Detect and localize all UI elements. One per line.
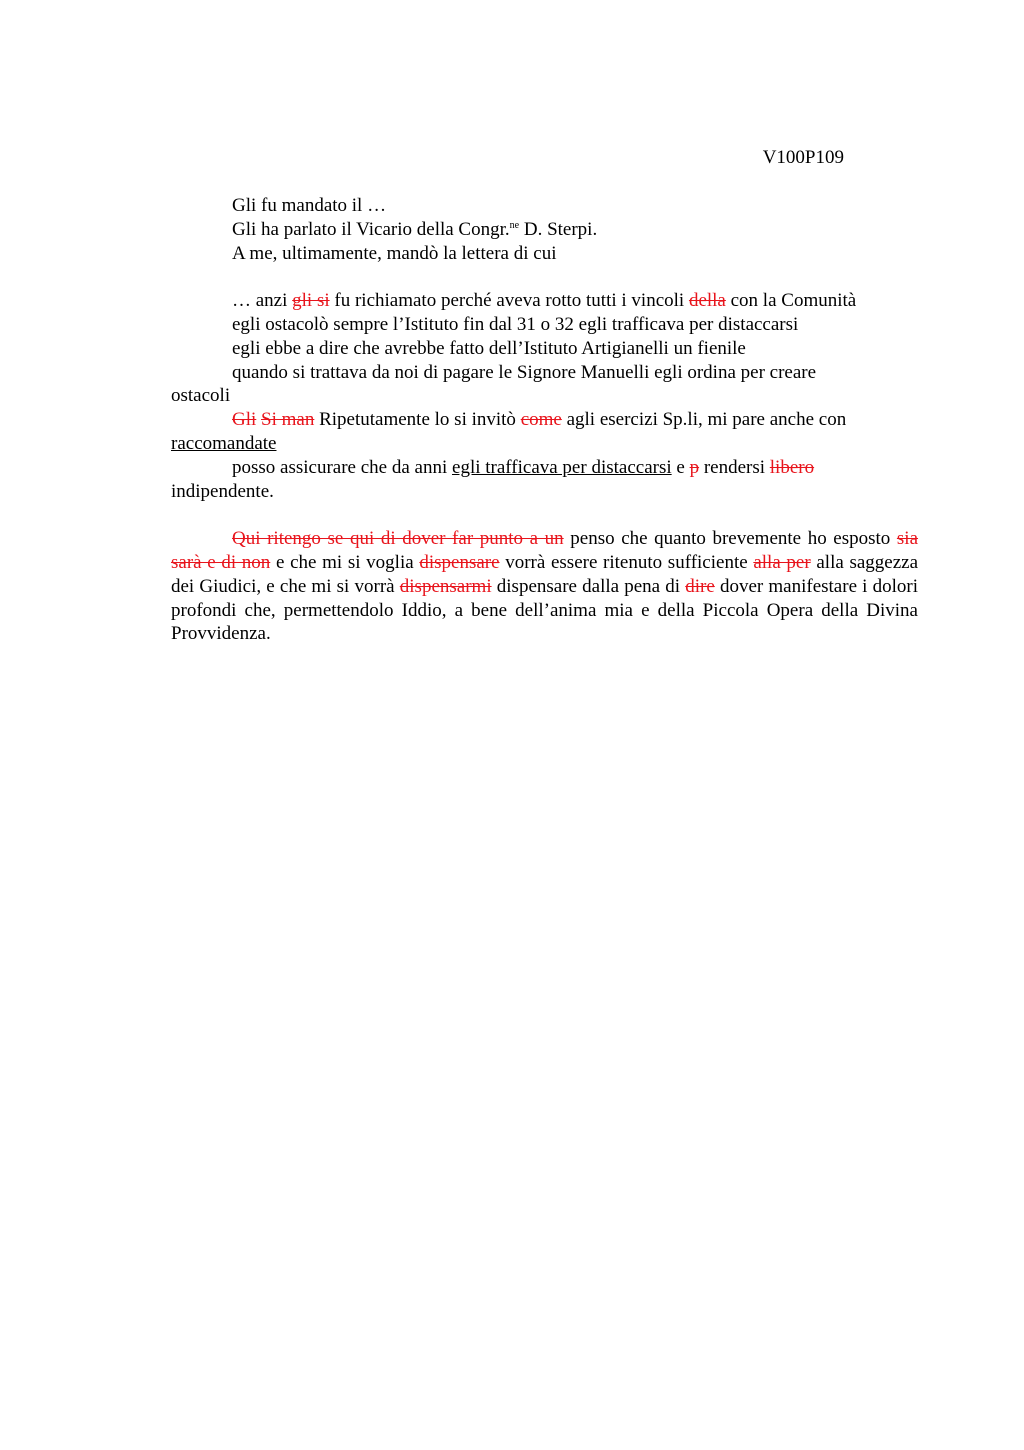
underlined-text: egli trafficava per distaccarsi <box>452 456 672 478</box>
line-mandato <box>171 194 918 218</box>
struck-text: Gli <box>232 409 257 431</box>
paragraph-esercizi <box>171 408 918 456</box>
text: quando si trattava da noi di pagare le Signore Manuelli egli ordina per creare ostacoli <box>171 361 817 407</box>
page-identifier: V100P109 <box>762 147 844 168</box>
text: egli ostacolò sempre l’Istituto fin dal 31 o 32 egli trafficava per distaccarsi <box>232 313 799 335</box>
line-vicario <box>171 218 918 242</box>
struck-text: alla per <box>753 551 811 573</box>
text: Gli ha parlato il Vicario della Congr. <box>232 218 510 240</box>
struck-text: libero <box>769 456 815 478</box>
text: alla saggezza dei Giudici, e che mi si vorrà <box>171 551 919 597</box>
text: penso che quanto brevemente ho esposto <box>563 528 897 550</box>
struck-text: dispensare <box>419 551 500 573</box>
text: Gli fu mandato il … <box>232 195 387 216</box>
text: … anzi <box>232 290 293 312</box>
struck-text: gli si <box>292 290 330 312</box>
paragraph-gap <box>171 265 918 289</box>
text: fu richiamato perché aveva rotto tutti i vincoli <box>329 290 689 312</box>
text: egli ebbe a dire che avrebbe fatto dell’Istituto Artigianelli un fienile <box>232 337 746 359</box>
struck-text: dispensarmi <box>399 575 492 597</box>
text: e <box>671 456 690 478</box>
text: vorrà essere ritenuto sufficiente <box>499 551 754 573</box>
struck-text: sia sarà e di non <box>171 528 919 573</box>
paragraph-fienile <box>171 337 918 361</box>
underlined-text: raccomandate <box>171 432 277 454</box>
text: e che mi si voglia <box>270 551 420 573</box>
document-body <box>171 194 918 646</box>
struck-text: della <box>688 290 726 312</box>
text: D. Sterpi. <box>519 218 598 240</box>
paragraph-ostacolo <box>171 313 918 337</box>
text: dover manifestare i dolori profondi che, permettendolo Iddio, a bene dell’anima mia e della Piccola Opera della Divina Provvidenza. <box>171 575 919 645</box>
text: agli esercizi Sp.li, mi pare anche con <box>561 409 847 431</box>
paragraph-conclusione <box>171 527 918 646</box>
superscript: ne <box>509 219 520 231</box>
text: con la Comunità <box>725 290 857 312</box>
text: A me, ultimamente, mandò la lettera di cui <box>232 242 557 264</box>
text: posso assicurare che da anni <box>232 456 453 478</box>
struck-text: Qui ritengo se qui di dover far punto a un <box>232 528 564 550</box>
paragraph-manuelli <box>171 361 918 409</box>
paragraph-gap <box>171 503 918 527</box>
struck-text: dire <box>685 575 715 597</box>
text: Ripetutamente lo si invitò <box>314 409 521 431</box>
text: rendersi <box>699 456 770 478</box>
line-lettera <box>171 242 918 266</box>
paragraph-assicurare <box>171 456 918 504</box>
struck-text: Si man <box>261 409 315 431</box>
text: dispensare dalla pena di <box>491 575 686 597</box>
struck-text: come <box>520 409 562 431</box>
struck-text: p <box>689 456 700 478</box>
paragraph-richiamato <box>171 289 918 313</box>
text: indipendente. <box>171 480 274 502</box>
